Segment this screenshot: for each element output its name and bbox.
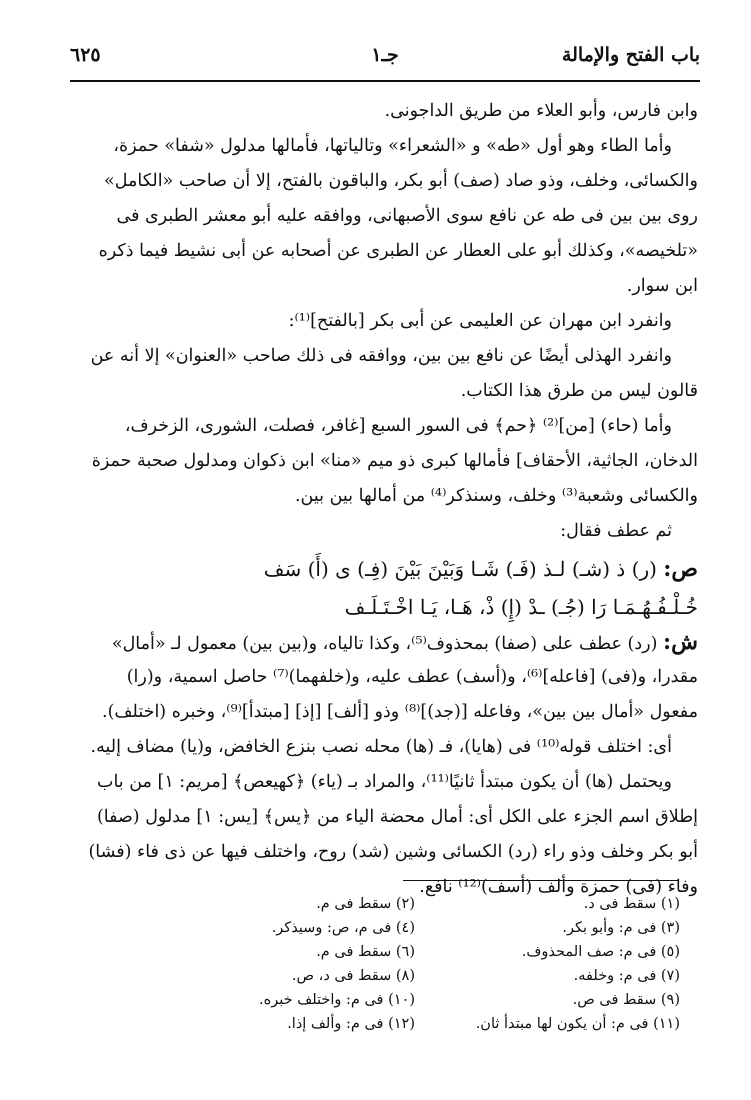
main-text — [73, 94, 698, 905]
text-line: قالون ليس من طرق هذا الكتاب. — [460, 381, 698, 401]
text-line: والكسائى وشعبة⁽³⁾ وخلف، وسنذكر⁽⁴⁾ من أمالها بين بين. — [294, 486, 698, 506]
footnote: (٥) فى م: صف المحذوف. — [521, 944, 680, 960]
commentary-marker: ش: — [663, 629, 698, 655]
verse-text: (ر) ذ (شـ) لـذ (فَـ) شَـا وَبَيْنَ بَيْنَ (فِـ) ى (أَ) سَف — [263, 557, 657, 581]
footnote-row — [150, 940, 680, 964]
footnote: (٤) فى م، ص: وسيذكر. — [271, 920, 415, 936]
commentary-line — [73, 625, 698, 660]
verse-line-second: خُـلْـفُـهُـمَـا رَا (جُـ) ـدْ (إِ) ذْ، هَـا، يَـا اخْـتَـلَـف — [344, 595, 698, 619]
footnote-row — [150, 988, 680, 1012]
footnote: (٦) سقط فى م. — [316, 944, 415, 960]
verse-line — [73, 549, 698, 589]
footnote: (٧) فى م: وخلفه. — [573, 968, 680, 984]
text-line: وأما (حاء) [من]⁽²⁾ ﴿حم﴾ فى السور السبع [غافر، فصلت، الشورى، الزخرف، — [124, 416, 672, 436]
text-line: ثم عطف فقال: — [560, 521, 672, 541]
text-line: وانفرد الهذلى أيضًا عن نافع بين بين، ووافقه فى ذلك صاحب «العنوان» إلا أنه عن — [90, 346, 672, 366]
footnote: (٨) سقط فى د، ص. — [291, 968, 415, 984]
header-rule — [70, 80, 700, 82]
footnote: (١٠) فى م: واختلف خبره. — [259, 992, 415, 1008]
page-header — [70, 44, 700, 78]
text-line: وأما الطاء وهو أول «طه» و «الشعراء» وتالياتها، فأمالها مدلول «شفا» حمزة، — [113, 136, 672, 156]
commentary-line: مفعول «أمال بين بين»، وفاعله [(جد)]⁽⁸⁾ وذو [ألف] [إذ] [مبتدأ]⁽⁹⁾، وخبره (اختلف). — [102, 702, 698, 722]
text-line: «تلخيصه»، وكذلك أبو على العطار عن الطبرى عن أصحابه عن أبى نشيط فيما ذكره — [98, 241, 698, 261]
commentary-line: أبو بكر وخلف وذو راء (رد) الكسائى وشين (شد) روح، واختلف فيها عن ذى فاء (فشا) — [88, 842, 698, 862]
text-line: وانفرد ابن مهران عن العليمى عن أبى بكر [بالفتح]⁽¹⁾: — [288, 311, 672, 331]
commentary-line: أى: اختلف قوله⁽¹⁰⁾ فى (هايا)، فـ (ها) محله نصب بنزع الخافض، و(يا) مضاف إليه. — [90, 737, 672, 757]
footnote-row — [150, 916, 680, 940]
text-line: الدخان، الجاثية، الأحقاف] فأمالها كبرى ذو ميم «منا» ابن ذكوان ومدلول صحبة حمزة — [91, 451, 698, 471]
footnote: (١) سقط فى د. — [583, 896, 680, 912]
commentary-line: ويحتمل (ها) أن يكون مبتدأ ثانيًا⁽¹¹⁾، والمراد بـ (ياء) ﴿كهيعص﴾ [مريم: ١] من باب — [97, 772, 672, 792]
chapter-title: باب الفتح والإمالة — [561, 44, 700, 66]
page-number: ٦٢٥ — [70, 44, 101, 66]
text-line: روى بين بين فى طه عن نافع سوى الأصبهانى، ووافقه عليه أبو معشر الطبرى فى — [116, 206, 698, 226]
commentary-text: (رد) عطف على (صفا) بمحذوف⁽⁵⁾، وكذا تالياه، و(بين بين) معمول لـ «أمال» — [111, 634, 658, 654]
verse-marker: ص: — [663, 556, 698, 582]
footnote: (٣) فى م: وأبو بكر. — [562, 920, 680, 936]
footnote: (١١) فى م: أن يكون لها مبتدأ ثان. — [475, 1016, 680, 1032]
commentary-line: مقدرا، و(فى) [فاعله]⁽⁶⁾، و(أسف) عطف عليه، و(خلفهما)⁽⁷⁾ حاصل اسمية، و(را) — [126, 667, 698, 687]
footnote: (١٢) فى م: وألف إذا. — [287, 1016, 415, 1032]
text-line: والكسائى، وخلف، وذو صاد (صف) أبو بكر، والباقون بالفتح، إلا أن صاحب «الكامل» — [104, 171, 698, 191]
footnote: (٢) سقط فى م. — [316, 896, 415, 912]
footnote: (٩) سقط فى ص. — [572, 992, 680, 1008]
text-line: ابن سوار. — [626, 276, 698, 296]
commentary-line: إطلاق اسم الجزء على الكل أى: أمال محضة الياء من ﴿يس﴾ [يس: ١] مدلول (صفا) — [96, 807, 698, 827]
footnote-rule — [403, 880, 678, 881]
footnote-row — [150, 892, 680, 916]
footnote-row — [150, 1012, 680, 1036]
text-line: وابن فارس، وأبو العلاء من طريق الداجونى. — [384, 101, 698, 121]
volume-number: جـ١ — [371, 44, 399, 66]
commentary-line: وفاء (فى) حمزة وألف (أسف)⁽¹²⁾ نافع. — [419, 877, 698, 897]
footnotes — [150, 892, 680, 1036]
footnote-row — [150, 964, 680, 988]
